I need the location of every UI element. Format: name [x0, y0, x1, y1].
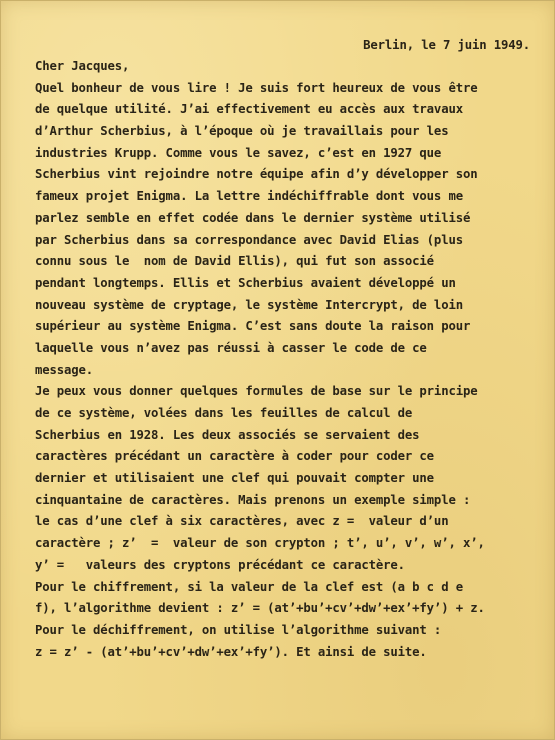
letter-line: d’Arthur Scherbius, à l’époque où je travaillais pour les — [35, 124, 449, 139]
letter-line: caractère ; z’ = valeur de son crypton ; t’, u’, v’, w’, x’, — [35, 536, 485, 551]
letter-line: dernier et utilisaient une clef qui pouvait compter une — [35, 471, 434, 486]
letter-line: fameux projet Enigma. La lettre indéchiffrable dont vous me — [35, 189, 463, 204]
letter-line: Je peux vous donner quelques formules de base sur le principe — [35, 384, 478, 399]
letter-line: Pour le déchiffrement, on utilise l’algorithme suivant : — [35, 622, 442, 637]
letter-line: Scherbius en 1928. Les deux associés se servaient des — [35, 427, 420, 442]
letter-line: connu sous le nom de David Ellis), qui fut son associé — [35, 254, 434, 269]
letter-line: Quel bonheur de vous lire ! Je suis fort heureux de vous être — [35, 80, 478, 95]
letter-line: cinquantaine de caractères. Mais prenons un exemple simple : — [35, 492, 471, 507]
letter-line: parlez semble en effet codée dans le dernier système utilisé — [35, 210, 471, 225]
letter-line: message. — [35, 362, 94, 377]
letter-line: f), l’algorithme devient : z’ = (at’+bu’+cv’+dw’+ex’+fy’) + z. — [35, 601, 485, 616]
letter-line: industries Krupp. Comme vous le savez, c’est en 1927 que — [35, 145, 442, 160]
letter-line: Pour le chiffrement, si la valeur de la clef est (a b c d e — [35, 579, 463, 594]
letter-line: y’ = valeurs des cryptons précédant ce caractère. — [35, 557, 405, 572]
letter-line: de quelque utilité. J’ai effectivement eu accès aux travaux — [35, 102, 463, 117]
letter-line: pendant longtemps. Ellis et Scherbius avaient développé un — [35, 275, 456, 290]
letter-body — [35, 56, 540, 663]
letter-line: Scherbius vint rejoindre notre équipe afin d’y développer son — [35, 167, 478, 182]
letter-line: de ce système, volées dans les feuilles de calcul de — [35, 406, 413, 420]
dateline: Berlin, le 7 juin 1949. — [363, 38, 530, 52]
letter-line: z = z’ - (at’+bu’+cv’+dw’+ex’+fy’). Et ainsi de suite. — [35, 644, 427, 659]
letter-line: caractères précédant un caractère à coder pour coder ce — [35, 449, 434, 464]
letter-line: laquelle vous n’avez pas réussi à casser le code de ce — [35, 340, 427, 355]
letter-line: nouveau système de cryptage, le système Intercrypt, de loin — [35, 297, 463, 312]
letter-line: le cas d’une clef à six caractères, avec z = valeur d’un — [35, 514, 449, 529]
letter-line: supérieur au système Enigma. C’est sans doute la raison pour — [35, 319, 471, 334]
letter-line: par Scherbius dans sa correspondance avec David Elias (plus — [35, 232, 463, 247]
letter-line: Cher Jacques, — [35, 59, 130, 73]
